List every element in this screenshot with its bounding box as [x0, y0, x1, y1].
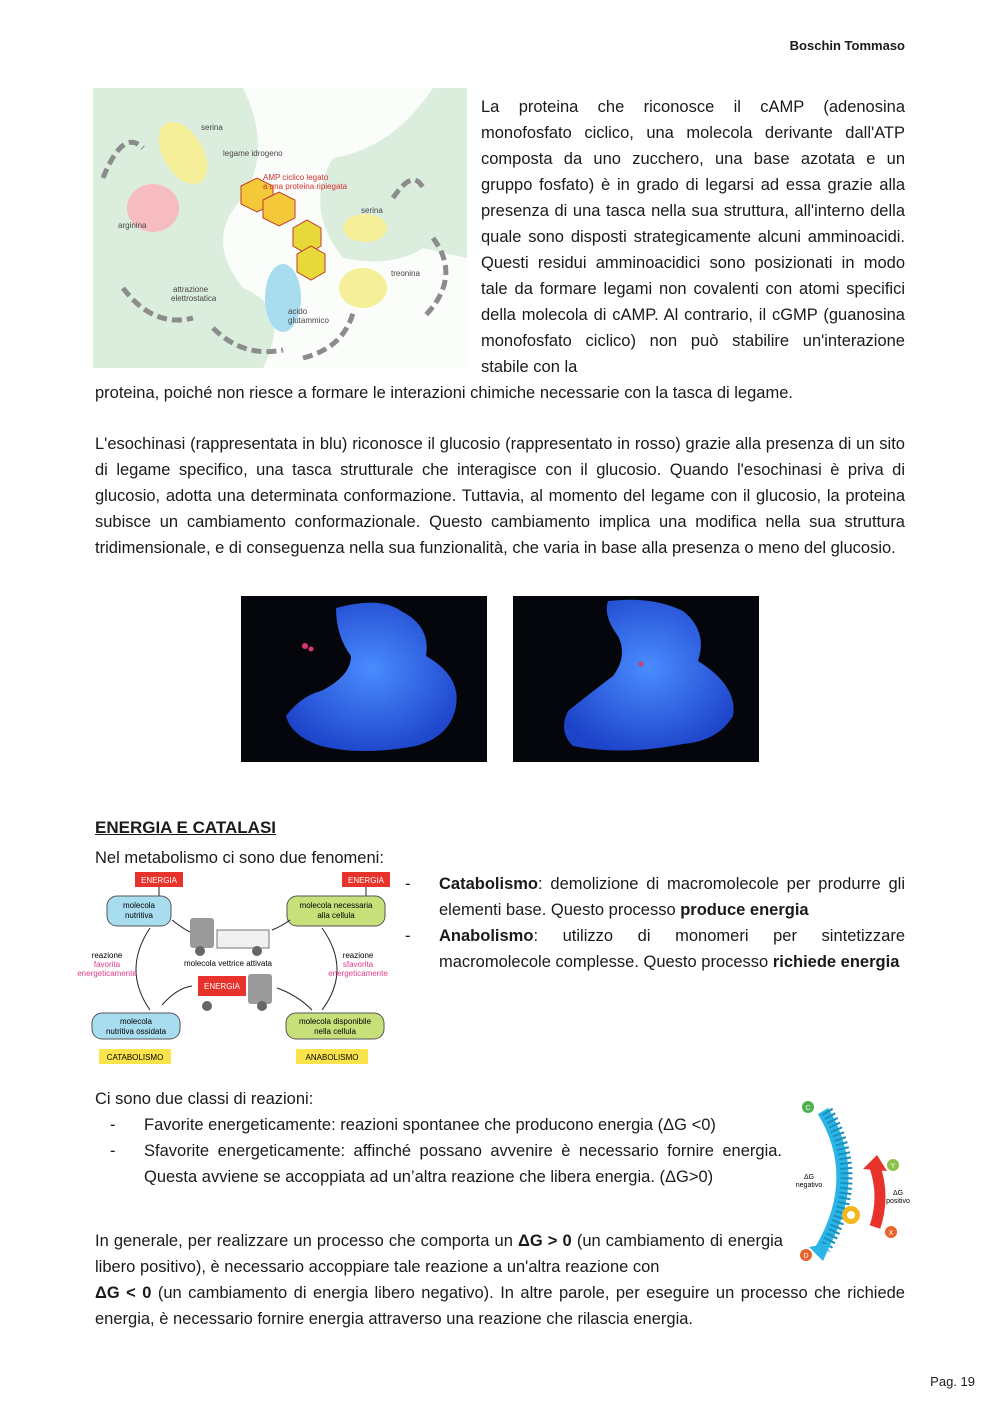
positivo-label: positivo — [886, 1198, 910, 1205]
truck-empty-icon — [190, 918, 269, 956]
anabolismo-item — [405, 923, 905, 975]
hexokinase-open-illustration — [241, 596, 487, 762]
molecola-necessaria-line2: alla cellula — [317, 911, 355, 920]
hexokinase-open-image — [241, 596, 487, 762]
anabolismo-emphasis: richiede energia — [772, 953, 900, 971]
label-c: C — [805, 1105, 811, 1112]
metabolism-diagram — [72, 870, 394, 1068]
label-attrazione-2: elettrostatica — [171, 294, 217, 303]
reaction-classes-list — [110, 1112, 782, 1190]
label-amp-line2: a una proteina ripiegata — [263, 182, 348, 191]
hexokinase-closed-image — [513, 596, 759, 762]
delta-g-positive: ΔG > 0 — [518, 1232, 572, 1250]
anabolismo-tag: ANABOLISMO — [305, 1053, 359, 1062]
molecola-necessaria-line1: molecola necessaria — [299, 901, 373, 910]
energia-label-left: ENERGIA — [140, 876, 178, 885]
class-favorite: - Favorite energeticamente: reazioni spontanee che producono energia (ΔG <0) — [110, 1112, 782, 1138]
truck-loaded-icon — [198, 974, 272, 1011]
catabolismo-item — [405, 871, 905, 923]
coupling-text-a: In generale, per realizzare un processo che comporta un — [95, 1232, 518, 1250]
metabolism-cycle-diagram — [72, 870, 394, 1068]
hexokinase-closed-illustration — [513, 596, 759, 762]
label-y: Y — [890, 1163, 896, 1170]
ossidata-line2: nutritiva ossidata — [105, 1027, 167, 1036]
page-number: Pag. 19 — [930, 1374, 975, 1389]
disponibile-line1: molecola disponibile — [298, 1017, 372, 1026]
energeticamente-right: energeticamente — [328, 969, 388, 978]
favorita-label: favorita — [93, 960, 121, 969]
disponibile-line2: nella cellula — [314, 1027, 356, 1036]
dg-left: ΔG — [803, 1174, 815, 1181]
vettrice-label: molecola vettrice attivata — [183, 959, 273, 968]
energia-label-right: ENERGIA — [347, 876, 385, 885]
catabolismo-term: Catabolismo — [439, 875, 539, 893]
label-serina-top: serina — [201, 123, 223, 132]
molecola-nutritiva-line2: nutritiva — [124, 911, 154, 920]
sfavorita-label: sfavorita — [342, 960, 374, 969]
anabolismo-term: Anabolismo — [439, 927, 534, 945]
catabolismo-desc: : demolizione di macromolecole per produrre gli elementi base. Questo processo — [439, 875, 905, 919]
catabolismo-tag: CATABOLISMO — [106, 1053, 164, 1062]
negativo-label: negativo — [795, 1182, 823, 1189]
molecola-nutritiva-line1: molecola — [122, 901, 156, 910]
energeticamente-left: energeticamente — [77, 969, 137, 978]
coupled-reaction-figure — [793, 1097, 913, 1267]
label-serina-right: serina — [361, 206, 383, 215]
dg-right: ΔG — [892, 1190, 904, 1197]
delta-g-negative: ΔG < 0 — [95, 1284, 152, 1302]
author-name: Boschin Tommaso — [789, 38, 905, 53]
catabolismo-emphasis: produce energia — [680, 901, 809, 919]
label-x: X — [888, 1230, 894, 1237]
energia-label-truck: ENERGIA — [203, 982, 241, 991]
label-acido-2: glutammico — [288, 316, 329, 325]
camp-paragraph: La proteina che riconosce il cAMP (adenosina monofosfato ciclico, una molecola derivante dall'ATP composta da uno zucchero, una base azotata e un gruppo fosfato) è in grado di legarsi ad essa grazie alla presenza di una tasca nella sua struttura, all'interno della quale sono disposti strategicamente alcuni amminoacidi. Questi residui amminoacidici sono posizionati in modo tale da formare legami non covalenti con atomi specifici della molecola di cAMP. Al contrario, il cGMP (guanosina monofosfato ciclico) non può stabilire un'interazione stabile con la — [481, 98, 905, 376]
camp-binding-figure — [93, 88, 467, 368]
coupled-reaction-diagram — [793, 1097, 913, 1267]
coupling-paragraph-2 — [95, 1280, 905, 1332]
label-d: D — [803, 1253, 809, 1260]
metabolism-list — [405, 871, 905, 975]
anabolismo-desc: : utilizzo di monomeri per sintetizzare macromolecole complesse. Questo processo — [439, 927, 905, 971]
label-treonina: treonina — [391, 269, 420, 278]
hexokinase-paragraph: L'esochinasi (rappresentata in blu) riconosce il glucosio (rappresentato in rosso) grazie alla presenza di un sito di legame specifico, una tasca strutturale che interagisce con il glucosio. Quando l'esochinasi è priva di glucosio, adotta una determinata conformazione. Tuttavia, al momento del legame con il glucosio, la proteina subisce un cambiamento conformazionale. Questo cambiamento implica una modifica nella sua struttura tridimensionale, e di conseguenza nella sua funzionalità, che varia in base alla presenza o meno del glucosio. — [95, 435, 905, 557]
reazione-left: reazione — [91, 951, 123, 960]
camp-binding-diagram — [93, 88, 467, 368]
coupling-paragraph-1 — [95, 1228, 783, 1280]
label-acido-1: acido — [288, 307, 308, 316]
reaction-classes-intro: Ci sono due classi di reazioni: — [95, 1090, 314, 1108]
label-arginina: arginina — [118, 221, 147, 230]
label-legame-idrogeno: legame idrogeno — [223, 149, 283, 158]
coupling-text-e: (un cambiamento di energia libero negativo). In altre parole, per eseguire un processo che richiede energia, è necessario fornire energia attraverso una reazione che rilascia energia. — [95, 1284, 905, 1328]
coupling-text-c: (un cambiamento di energia libero positivo), è necessario accoppiare tale reazione a un'altra reazione con — [95, 1232, 783, 1276]
ossidata-line1: molecola — [119, 1017, 153, 1026]
section-title: ENERGIA E CATALASI — [95, 818, 277, 837]
label-attrazione-1: attrazione — [173, 285, 209, 294]
label-amp-line1: AMP ciclico legato — [263, 173, 329, 182]
reazione-right: reazione — [342, 951, 374, 960]
metabolism-intro: Nel metabolismo ci sono due fenomeni: — [95, 849, 384, 867]
class-sfavorite: - Sfavorite energeticamente: affinché possano avvenire è necessario fornire energia. Questa avviene se accoppiata ad un’altra reazione che libera energia. (ΔG>0) — [110, 1138, 782, 1190]
camp-paragraph-continuation: proteina, poiché non riesce a formare le interazioni chimiche necessarie con la tasca di legame. — [95, 384, 793, 402]
